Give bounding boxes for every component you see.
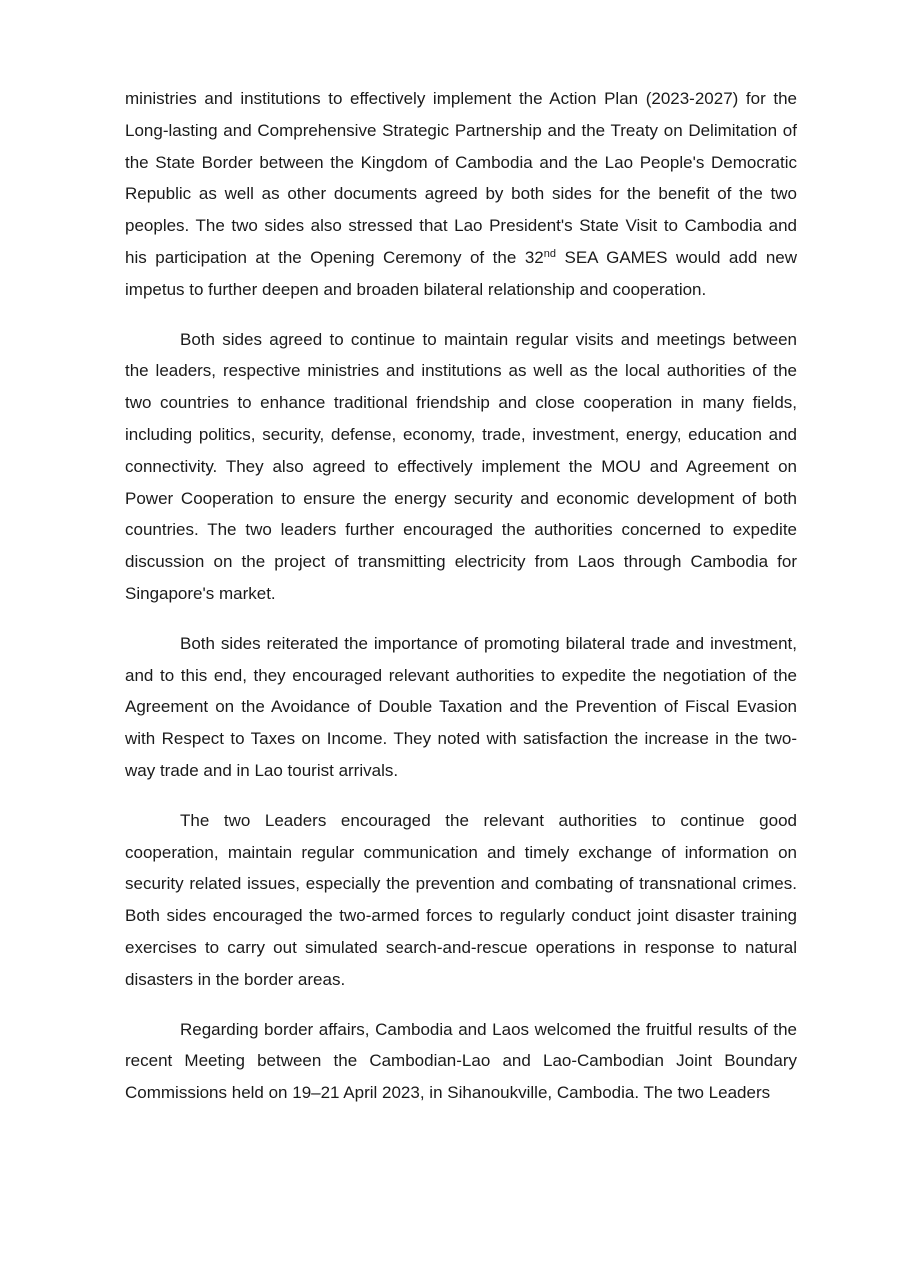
- ordinal-superscript: nd: [543, 247, 556, 260]
- paragraph-1-text-after: SEA GAMES would add new impetus to further deepen and broaden bilateral relationship and cooperation.: [125, 247, 798, 299]
- paragraph-5: Regarding border affairs, Cambodia and Laos welcomed the fruitful results of the recent Meeting between the Cambodian-Lao and Lao-Cambodian Joint Boundary Commissions held on 19–21 April 2023, in Sihanoukville, Cambodia. The two Leaders: [125, 1019, 797, 1103]
- paragraph-1: [125, 83, 797, 306]
- paragraph-4: The two Leaders encouraged the relevant authorities to continue good cooperation, maintain regular communication and timely exchange of information on security related issues, especially the prevention and combating of transnational crimes. Both sides encouraged the two-armed forces to regularly conduct joint disaster training exercises to carry out simulated search-and-rescue operations in response to natural disasters in the border areas.: [125, 810, 797, 989]
- paragraph-2: Both sides agreed to continue to maintain regular visits and meetings between the leaders, respective ministries and institutions as well as the local authorities of the two countries to enhance traditional friendship and close cooperation in many fields, including politics, security, defense, economy, trade, investment, energy, education and connectivity. They also agreed to effectively implement the MOU and Agreement on Power Cooperation to ensure the energy security and economic development of both countries. The two leaders further encouraged the authorities concerned to expedite discussion on the project of transmitting electricity from Laos through Cambodia for Singapore's market.: [125, 329, 797, 603]
- paragraph-3: Both sides reiterated the importance of promoting bilateral trade and investment, and to this end, they encouraged relevant authorities to expedite the negotiation of the Agreement on the Avoidance of Double Taxation and the Prevention of Fiscal Evasion with Respect to Taxes on Income. They noted with satisfaction the increase in the two-way trade and in Lao tourist arrivals.: [125, 633, 797, 780]
- paragraph-1-text-before: ministries and institutions to effectively implement the Action Plan (2023-2027) for the Long-lasting and Comprehensive Strategic Partnership and the Treaty on Delimitation of the State Border between the Kingdom of Cambodia and the Lao People's Democratic Republic as well as other documents agreed by both sides for the benefit of the two peoples. The two sides also stressed that Lao President's State Visit to Cambodia and his participation at the Opening Ceremony of the 32: [125, 89, 797, 267]
- document-page: [125, 83, 797, 1127]
